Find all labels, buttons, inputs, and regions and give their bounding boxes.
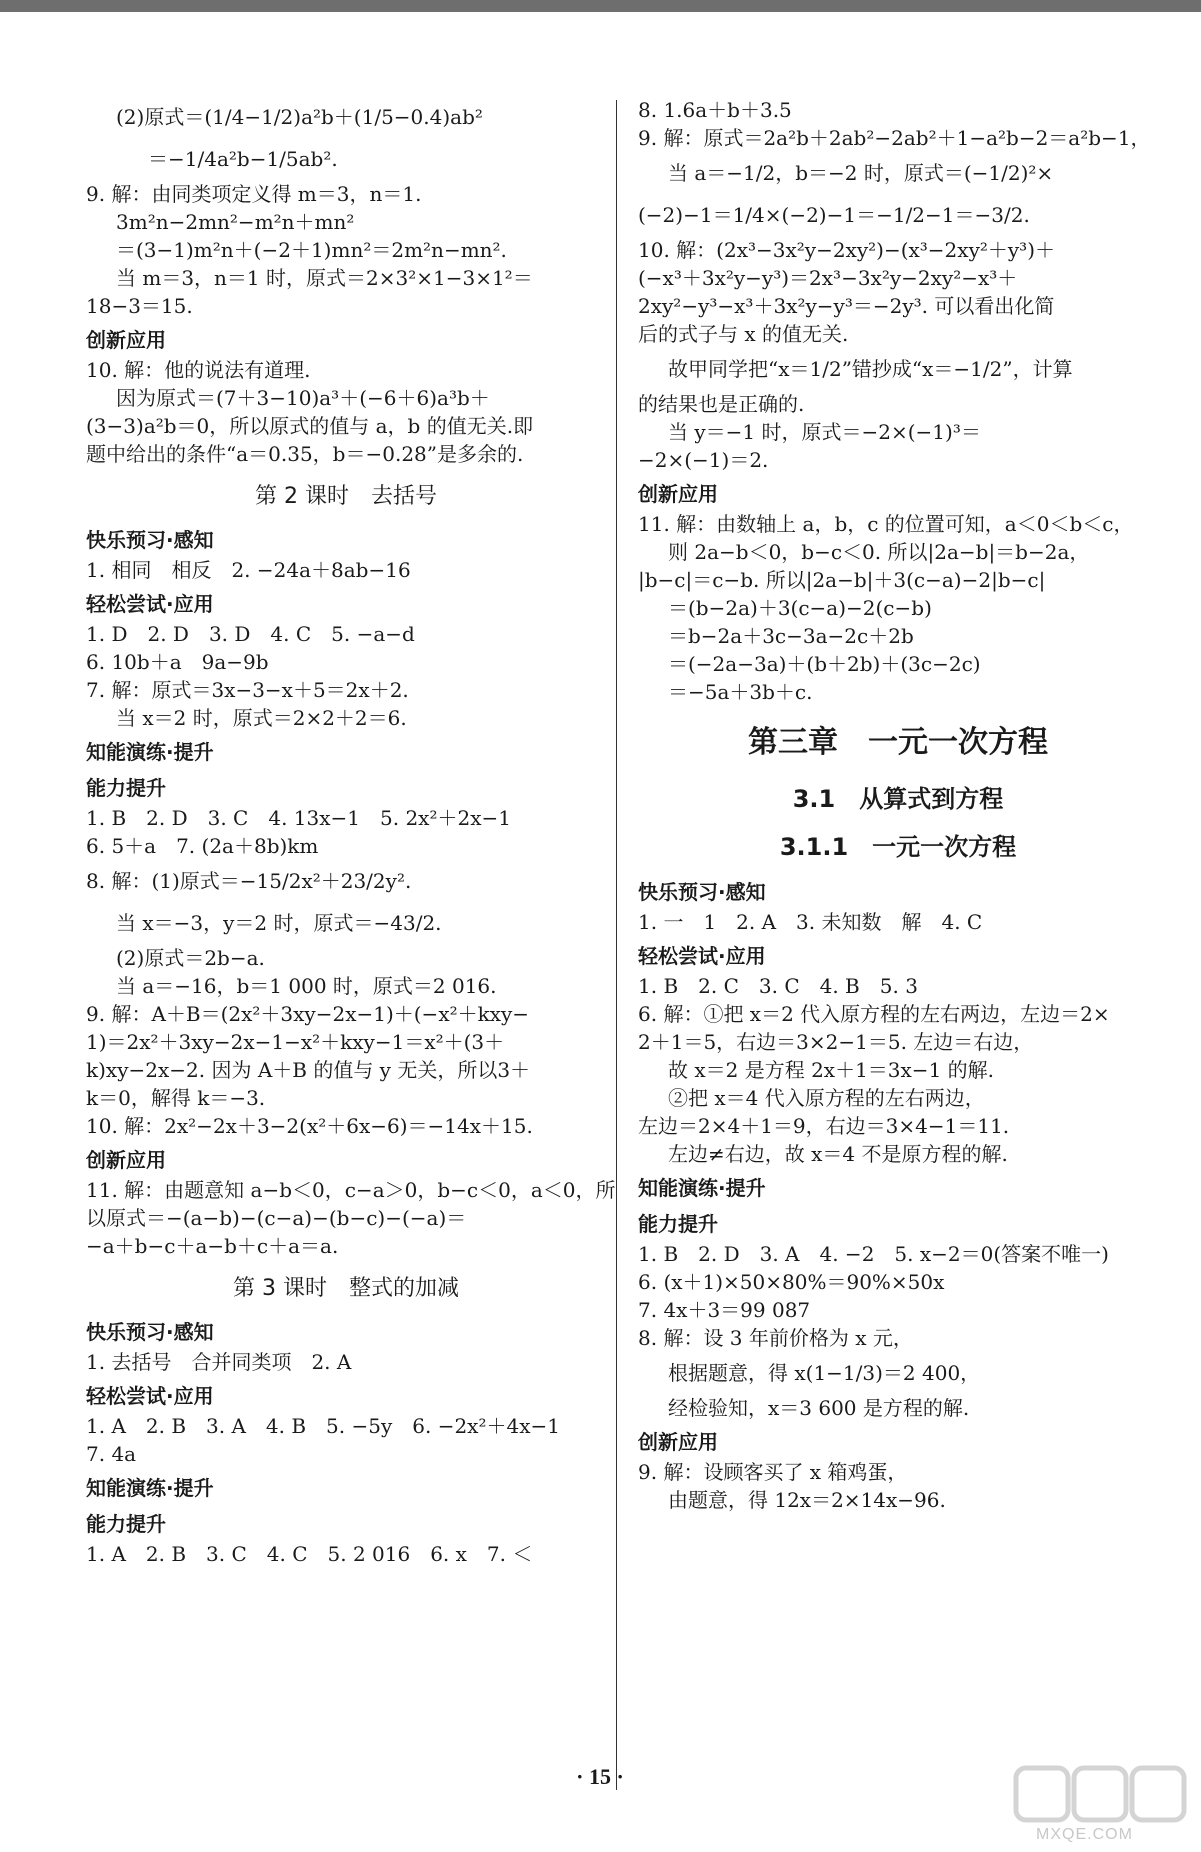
answer-line: (2)原式＝2b−a. bbox=[116, 946, 265, 970]
answer-line: ＝−5a＋3b＋c. bbox=[668, 680, 813, 704]
answer-line: 10. 解：(2x³−3x²y−2xy²)−(x³−2xy²＋y³)＋ bbox=[638, 238, 1056, 262]
answer-line: (3−3)a²b＝0，所以原式的值与 a，b 的值无关.即 bbox=[86, 414, 534, 438]
section-heading: 轻松尝试·应用 bbox=[86, 1384, 214, 1408]
column-divider bbox=[616, 100, 617, 1790]
answer-line: 9. 解：由同类项定义得 m＝3，n＝1. bbox=[86, 182, 422, 206]
subsection-title: 3.1 从算式到方程 bbox=[792, 785, 1004, 813]
section-heading: 创新应用 bbox=[638, 1430, 718, 1454]
answer-line: 以原式＝−(a−b)−(c−a)−(b−c)−(−a)＝ bbox=[86, 1206, 467, 1230]
section-heading: 能力提升 bbox=[86, 1512, 166, 1536]
answer-line: ＝(b−2a)＋3(c−a)−2(c−b) bbox=[668, 596, 932, 620]
answer-line: 8. 1.6a＋b＋3.5 bbox=[638, 98, 792, 122]
answer-line: −a＋b−c＋a−b＋c＋a＝a. bbox=[86, 1234, 339, 1258]
answer-line: 经检验知，x＝3 600 是方程的解. bbox=[668, 1396, 970, 1420]
answer-line: 左边≠右边，故 x＝4 不是原方程的解. bbox=[668, 1142, 1008, 1166]
answer-line: 1. 去括号 合并同类项 2. A bbox=[86, 1350, 352, 1374]
answer-line: 11. 解：由题意知 a−b＜0，c−a＞0，b−c＜0，a＜0，所 bbox=[86, 1178, 616, 1202]
answer-line: −2×(−1)＝2. bbox=[638, 448, 769, 472]
answer-line: 1. A 2. B 3. C 4. C 5. 2 016 6. x 7. ＜ bbox=[86, 1542, 533, 1566]
answer-line: 6. (x＋1)×50×80%＝90%×50x bbox=[638, 1270, 945, 1294]
answer-line: 2＋1＝5，右边＝3×2−1＝5. 左边＝右边， bbox=[638, 1030, 1034, 1054]
section-heading: 快乐预习·感知 bbox=[638, 880, 766, 904]
answer-line: 当 m＝3，n＝1 时，原式＝2×3²×1−3×1²＝ bbox=[116, 266, 533, 290]
answer-line: 由题意，得 12x＝2×14x−96. bbox=[668, 1488, 946, 1512]
answer-line: 8. 解：设 3 年前价格为 x 元， bbox=[638, 1326, 913, 1350]
scan-top-band bbox=[0, 0, 1201, 12]
watermark-text: MXQE.COM bbox=[1036, 1826, 1133, 1843]
answer-line: 10. 解：2x²−2x＋3−2(x²＋6x−6)＝−14x＋15. bbox=[86, 1114, 533, 1138]
answer-line: k)xy−2x−2. 因为 A＋B 的值与 y 无关，所以3＋ bbox=[86, 1058, 531, 1082]
answer-line: 7. 4x＋3＝99 087 bbox=[638, 1298, 811, 1322]
lesson-title: 第 2 课时 去括号 bbox=[255, 484, 437, 509]
answer-line: 当 y＝−1 时，原式＝−2×(−1)³＝ bbox=[668, 420, 981, 444]
answer-line: 11. 解：由数轴上 a，b，c 的位置可知，a＜0＜b＜c， bbox=[638, 512, 1134, 536]
answer-line: 8. 解：(1)原式＝−15/2x²＋23/2y². bbox=[86, 869, 412, 893]
section-heading: 知能演练·提升 bbox=[86, 740, 214, 764]
answer-line: k＝0，解得 k＝−3. bbox=[86, 1086, 266, 1110]
section-heading: 轻松尝试·应用 bbox=[638, 944, 766, 968]
answer-line: 6. 5＋a 7. (2a＋8b)km bbox=[86, 834, 319, 858]
answer-line: 则 2a−b＜0，b−c＜0. 所以|2a−b|＝b−2a， bbox=[668, 540, 1090, 564]
answer-line: 1. A 2. B 3. A 4. B 5. −5y 6. −2x²＋4x−1 bbox=[86, 1414, 560, 1438]
answer-line: 因为原式＝(7＋3−10)a³＋(−6＋6)a³b＋ bbox=[116, 386, 490, 410]
section-heading: 创新应用 bbox=[638, 482, 718, 506]
answer-line: 1. B 2. D 3. C 4. 13x−1 5. 2x²＋2x−1 bbox=[86, 806, 511, 830]
answer-line: 3m²n−2mn²−m²n＋mn² bbox=[116, 210, 355, 234]
section-heading: 能力提升 bbox=[86, 776, 166, 800]
answer-line: 左边＝2×4＋1＝9，右边＝3×4−1＝11. bbox=[638, 1114, 1010, 1138]
section-heading: 创新应用 bbox=[86, 1148, 166, 1172]
page-number: · 15 · bbox=[576, 1764, 624, 1789]
answer-line: 2xy²−y³−x³＋3x²y−y³＝−2y³. 可以看出化简 bbox=[638, 294, 1055, 318]
right-column bbox=[638, 96, 1158, 1514]
answer-line: 的结果也是正确的. bbox=[638, 392, 805, 416]
section-heading: 知能演练·提升 bbox=[86, 1476, 214, 1500]
subsection-title: 3.1.1 一元一次方程 bbox=[779, 833, 1017, 861]
answer-line: 1)＝2x²＋3xy−2x−1−x²＋kxy−1＝x²＋(3＋ bbox=[86, 1030, 505, 1054]
answer-line: 7. 4a bbox=[86, 1442, 137, 1466]
answer-line: 根据题意，得 x(1−1/3)＝2 400， bbox=[668, 1361, 981, 1385]
section-heading: 知能演练·提升 bbox=[638, 1176, 766, 1200]
answer-line: |b−c|＝c−b. 所以|2a−b|＋3(c−a)−2|b−c| bbox=[638, 568, 1046, 592]
chapter-title: 第三章 一元一次方程 bbox=[748, 725, 1048, 760]
answer-line: ＝b−2a＋3c−3a−2c＋2b bbox=[668, 624, 914, 648]
lesson-title: 第 3 课时 整式的加减 bbox=[233, 1276, 459, 1301]
answer-line: ＝(3−1)m²n＋(−2＋1)mn²＝2m²n−mn². bbox=[116, 238, 507, 262]
answer-line: 当 a＝−16，b＝1 000 时，原式＝2 016. bbox=[116, 974, 497, 998]
answer-line: (−2)−1＝1/4×(−2)−1＝−1/2−1＝−3/2. bbox=[638, 203, 1030, 227]
answer-line: 故甲同学把“x＝1/2”错抄成“x＝−1/2”，计算 bbox=[668, 357, 1073, 381]
answer-line: 当 x＝−3，y＝2 时，原式＝−43/2. bbox=[116, 911, 442, 935]
answer-line: 题中给出的条件“a＝0.35，b＝−0.28”是多余的. bbox=[86, 442, 524, 466]
answer-line: 1. B 2. C 3. C 4. B 5. 3 bbox=[638, 974, 918, 998]
section-heading: 快乐预习·感知 bbox=[86, 528, 214, 552]
answer-line: ＝(−2a−3a)＋(b＋2b)＋(3c−2c) bbox=[668, 652, 981, 676]
section-heading: 创新应用 bbox=[86, 328, 166, 352]
answer-line: 后的式子与 x 的值无关. bbox=[638, 322, 849, 346]
answer-line: 故 x＝2 是方程 2x＋1＝3x−1 的解. bbox=[668, 1058, 995, 1082]
answer-line: 当 x＝2 时，原式＝2×2＋2＝6. bbox=[116, 706, 407, 730]
section-heading: 轻松尝试·应用 bbox=[86, 592, 214, 616]
answer-line: 9. 解：A＋B＝(2x²＋3xy−2x−1)＋(−x²＋kxy− bbox=[86, 1002, 530, 1026]
answer-line: ＝−1/4a²b−1/5ab². bbox=[148, 147, 338, 171]
answer-line: (2)原式＝(1/4−1/2)a²b＋(1/5−0.4)ab² bbox=[116, 105, 483, 129]
answer-line: 当 a＝−1/2，b＝−2 时，原式＝(−1/2)²× bbox=[668, 161, 1054, 185]
answer-line: 18−3＝15. bbox=[86, 294, 193, 318]
answer-line: 10. 解：他的说法有道理. bbox=[86, 358, 311, 382]
answer-line: 9. 解：设顾客买了 x 箱鸡蛋， bbox=[638, 1460, 908, 1484]
answer-line: (−x³＋3x²y−y³)＝2x³−3x²y−2xy²−x³＋ bbox=[638, 266, 1018, 290]
answer-line: 7. 解：原式＝3x−3−x＋5＝2x＋2. bbox=[86, 678, 409, 702]
left-column bbox=[86, 96, 616, 1568]
answer-line: 1. D 2. D 3. D 4. C 5. −a−d bbox=[86, 622, 415, 646]
section-heading: 能力提升 bbox=[638, 1212, 718, 1236]
answer-line: 1. B 2. D 3. A 4. −2 5. x−2＝0(答案不唯一) bbox=[638, 1242, 1109, 1266]
answer-line: 1. 相同 相反 2. −24a＋8ab−16 bbox=[86, 558, 411, 582]
answer-line: 6. 解：①把 x＝2 代入原方程的左右两边，左边＝2× bbox=[638, 1002, 1110, 1026]
section-heading: 快乐预习·感知 bbox=[86, 1320, 214, 1344]
answer-line: 1. 一 1 2. A 3. 未知数 解 4. C bbox=[638, 910, 983, 934]
answer-line: ②把 x＝4 代入原方程的左右两边， bbox=[668, 1086, 985, 1110]
answer-line: 9. 解：原式＝2a²b＋2ab²−2ab²＋1−a²b−2＝a²b−1， bbox=[638, 126, 1151, 150]
answer-line: 6. 10b＋a 9a−9b bbox=[86, 650, 269, 674]
